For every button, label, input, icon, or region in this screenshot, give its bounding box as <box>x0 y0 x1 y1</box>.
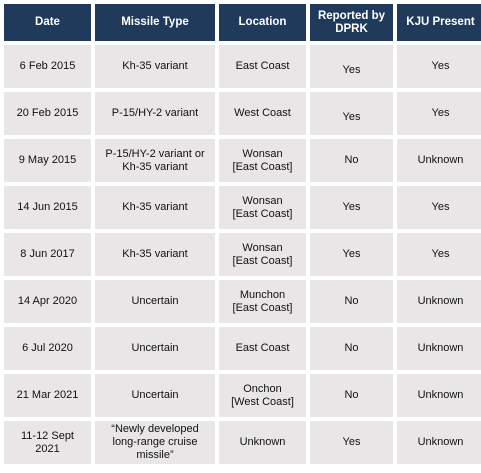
cell-reported-by-dprk: Yes <box>310 233 393 276</box>
cell-date: 14 Apr 2020 <box>4 280 91 323</box>
cell-reported-by-dprk: No <box>310 327 393 370</box>
cell-reported-by-dprk: Yes <box>310 421 393 464</box>
cell-missile-type: Uncertain <box>95 374 215 417</box>
cell-missile-type: Uncertain <box>95 280 215 323</box>
cell-date: 21 Mar 2021 <box>4 374 91 417</box>
cell-date: 6 Jul 2020 <box>4 327 91 370</box>
cell-kju-present: Yes <box>397 233 481 276</box>
cell-kju-present: Unknown <box>397 139 481 182</box>
cell-date: 14 Jun 2015 <box>4 186 91 229</box>
cell-kju-present: Yes <box>397 45 481 88</box>
cell-location: Munchon [East Coast] <box>219 280 306 323</box>
cell-location: East Coast <box>219 45 306 88</box>
cell-location: East Coast <box>219 327 306 370</box>
cell-reported-by-dprk: No <box>310 139 393 182</box>
cell-reported-by-dprk: Yes <box>310 186 393 229</box>
header-reported-by-dprk: Reported by DPRK <box>310 4 393 41</box>
cell-kju-present: Yes <box>397 186 481 229</box>
cell-location: Wonsan [East Coast] <box>219 186 306 229</box>
cell-location: Onchon [West Coast] <box>219 374 306 417</box>
cell-kju-present: Unknown <box>397 280 481 323</box>
header-date: Date <box>4 4 91 41</box>
header-missile-type: Missile Type <box>95 4 215 41</box>
cell-kju-present: Unknown <box>397 374 481 417</box>
header-location: Location <box>219 4 306 41</box>
cell-missile-type: Kh-35 variant <box>95 233 215 276</box>
cell-missile-type: Kh-35 variant <box>95 186 215 229</box>
cell-missile-type: “Newly developed long-range cruise missile” <box>95 421 215 464</box>
cell-missile-type: Uncertain <box>95 327 215 370</box>
cell-kju-present: Yes <box>397 92 481 135</box>
cell-kju-present: Unknown <box>397 421 481 464</box>
cell-missile-type: P-15/HY-2 variant <box>95 92 215 135</box>
cell-reported-by-dprk: No <box>310 374 393 417</box>
cell-date: 8 Jun 2017 <box>4 233 91 276</box>
header-kju-present: KJU Present <box>397 4 481 41</box>
cell-kju-present: Unknown <box>397 327 481 370</box>
cell-missile-type: P-15/HY-2 variant or Kh-35 variant <box>95 139 215 182</box>
cell-reported-by-dprk: Yes <box>310 92 393 135</box>
cell-location: Wonsan [East Coast] <box>219 139 306 182</box>
cell-date: 6 Feb 2015 <box>4 45 91 88</box>
cell-location: West Coast <box>219 92 306 135</box>
cell-date: 20 Feb 2015 <box>4 92 91 135</box>
cell-date: 11-12 Sept 2021 <box>4 421 91 464</box>
cell-location: Wonsan [East Coast] <box>219 233 306 276</box>
cell-location: Unknown <box>219 421 306 464</box>
cell-reported-by-dprk: No <box>310 280 393 323</box>
cell-reported-by-dprk: Yes <box>310 45 393 88</box>
cell-missile-type: Kh-35 variant <box>95 45 215 88</box>
cell-date: 9 May 2015 <box>4 139 91 182</box>
